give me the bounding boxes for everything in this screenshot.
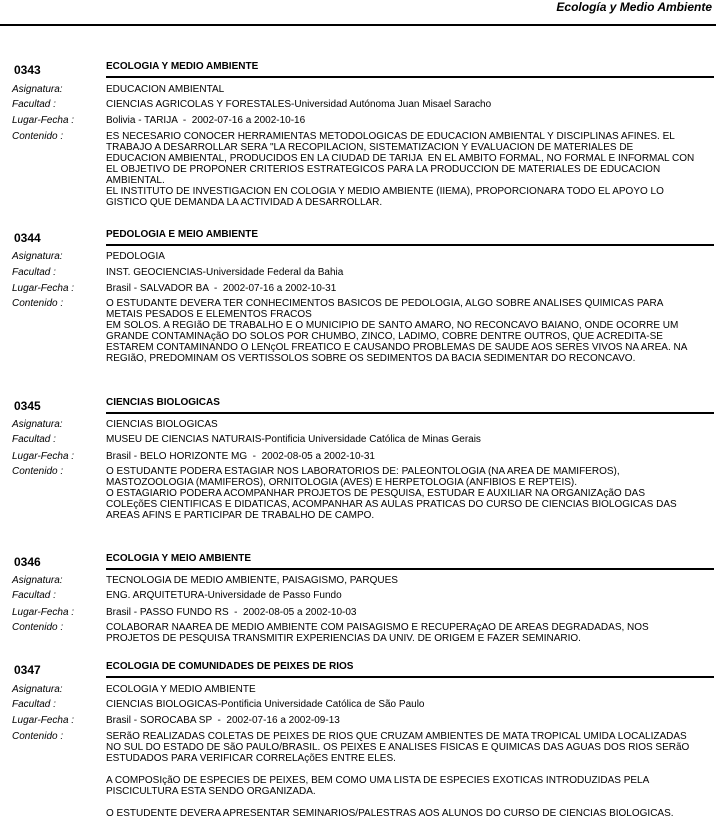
field-label-lugar-fecha: Lugar-Fecha : [12, 715, 75, 726]
page-title: Ecología y Medio Ambiente [556, 0, 712, 14]
field-label-facultad: Facultad : [12, 267, 56, 278]
field-label-asignatura: Asignatura: [12, 251, 63, 262]
field-label-contenido: Contenido : [12, 298, 64, 309]
field-label-asignatura: Asignatura: [12, 419, 63, 430]
record-divider [106, 676, 714, 678]
field-value-asignatura: PEDOLOGIA [106, 251, 165, 262]
field-label-lugar-fecha: Lugar-Fecha : [12, 451, 75, 462]
field-label-contenido: Contenido : [12, 466, 64, 477]
field-label-asignatura: Asignatura: [12, 84, 63, 95]
field-value-contenido: COLABORAR NAAREA DE MEDIO AMBIENTE COM PAISAGISMO E RECUPERAçAO DE AREAS DEGRADADAS, NOS PROJETOS DE PESQUISA TRANSMITIR EXPERIENCIAS DA UNIV. DE ORIGEM E FAZER SEMINARIO. [106, 622, 649, 644]
field-value-lugar-fecha: Brasil - SALVADOR BA - 2002-07-16 a 2002-10-31 [106, 283, 337, 294]
record-id: 0344 [14, 231, 41, 245]
field-value-lugar-fecha: Brasil - BELO HORIZONTE MG - 2002-08-05 a 2002-10-31 [106, 451, 375, 462]
field-value-contenido: ES NECESARIO CONOCER HERRAMIENTAS METODOLOGICAS DE EDUCACION AMBIENTAL Y DISCIPLINAS AFINES. EL TRABAJO A DESARROLLAR SERA "LA RECOPILACION, SISTEMATIZACION Y EVALUACION DE MATERIALES DE EDUCACION AMBIENTAL, PRODUCIDOS EN LA CIUDAD DE TARIJA EN EL AMBITO FORMAL, NO FORMAL E INFORMAL CON EL OBJETIVO DE PROPONER CRITERIOS ESTRATEGICOS PARA LA PRODUCCION DE MATERIALES DE EDUCACION AMBIENTAL. EL INSTITUTO DE INVESTIGACION EN COLOGIA Y MEDIO AMBIENTE (IIEMA), PROPORCIONARA TODO EL APOYO LO GISTICO QUE DEMANDA LA ACTIVIDAD A DESARROLLAR. [106, 131, 695, 208]
field-label-facultad: Facultad : [12, 590, 56, 601]
field-value-contenido: SERãO REALIZADAS COLETAS DE PEIXES DE RIOS QUE CRUZAM AMBIENTES DE MATA TROPICAL UMIDA LOCALIZADAS NO SUL DO ESTADO DE SãO PAULO/BRASIL. OS PEIXES E ANALISES FISICAS E QUIMICAS DAS AGUAS DOS RIOS SERãO ESTUDADOS PARA VERIFICAR CORRELAçõES ENTRE ELES. A COMPOSIçãO DE ESPECIES DE PEIXES, BEM COMO UMA LISTA DE ESPECIES EXOTICAS INTRODUZIDAS PELA PISCICULTURA ESTA SENDO ORGANIZADA. O ESTUDENTE DEVERA APRESENTAR SEMINARIOS/PALESTRAS AOS ALUNOS DO CURSO DE CIENCIAS BIOLOGICAS. [106, 731, 690, 819]
record-id: 0343 [14, 63, 41, 77]
field-value-facultad: ENG. ARQUITETURA-Universidade de Passo Fundo [106, 590, 342, 601]
record-title: ECOLOGIA Y MEIO AMBIENTE [106, 553, 252, 564]
field-value-lugar-fecha: Brasil - SOROCABA SP - 2002-07-16 a 2002-09-13 [106, 715, 340, 726]
field-label-asignatura: Asignatura: [12, 575, 63, 586]
field-value-asignatura: TECNOLOGIA DE MEDIO AMBIENTE, PAISAGISMO, PARQUES [106, 575, 398, 586]
record-title: ECOLOGIA Y MEDIO AMBIENTE [106, 61, 259, 72]
field-value-asignatura: ECOLOGIA Y MEDIO AMBIENTE [106, 684, 256, 695]
record-divider [106, 568, 714, 570]
record-divider [106, 412, 714, 414]
page-header [0, 0, 716, 26]
field-label-contenido: Contenido : [12, 131, 64, 142]
record-title: CIENCIAS BIOLOGICAS [106, 397, 220, 408]
field-label-facultad: Facultad : [12, 434, 56, 445]
field-value-contenido: O ESTUDANTE DEVERA TER CONHECIMENTOS BASICOS DE PEDOLOGIA, ALGO SOBRE ANALISES QUIMICAS PARA METAIS PESADOS E ELEMENTOS FRACOS EM SOLOS. A REGIãO DE TRABALHO E O MUNICIPIO DE SANTO AMARO, NO RECONCAVO BAIANO, ONDE OCORRE UM GRANDE CONTAMINAçãO DO SOLOS POR CHUMBO, ZINCO, LADIMO, COBRE DENTRE OUTROS, QUE ACREDITA-SE ESTAREM CONTAMINANDO O LENçOL FREATICO E CAUSANDO PROBLEMAS DE SAUDE AOS SERES VIVOS NA AREA. NA REGIãO, PREDOMINAM OS VERTISSOLOS SOBRE OS SEDIMENTOS DA BACIA SEDIMENTAR DO RECONCAVO. [106, 298, 688, 364]
field-label-facultad: Facultad : [12, 99, 56, 110]
record-divider [106, 244, 714, 246]
field-value-facultad: MUSEU DE CIENCIAS NATURAIS-Pontificia Universidade Católica de Minas Gerais [106, 434, 481, 445]
record-title: PEDOLOGIA E MEIO AMBIENTE [106, 229, 259, 240]
record-id: 0347 [14, 663, 41, 677]
field-label-asignatura: Asignatura: [12, 684, 63, 695]
field-value-lugar-fecha: Bolivia - TARIJA - 2002-07-16 a 2002-10-16 [106, 115, 306, 126]
field-label-contenido: Contenido : [12, 731, 64, 742]
record-title: ECOLOGIA DE COMUNIDADES DE PEIXES DE RIOS [106, 661, 354, 672]
field-label-lugar-fecha: Lugar-Fecha : [12, 115, 75, 126]
field-value-asignatura: CIENCIAS BIOLOGICAS [106, 419, 218, 430]
field-label-lugar-fecha: Lugar-Fecha : [12, 607, 75, 618]
record-divider [106, 76, 714, 78]
record-id: 0345 [14, 399, 41, 413]
field-value-lugar-fecha: Brasil - PASSO FUNDO RS - 2002-08-05 a 2002-10-03 [106, 607, 357, 618]
field-value-facultad: INST. GEOCIENCIAS-Universidade Federal da Bahia [106, 267, 344, 278]
field-value-asignatura: EDUCACION AMBIENTAL [106, 84, 225, 95]
record-id: 0346 [14, 555, 41, 569]
field-label-contenido: Contenido : [12, 622, 64, 633]
field-label-lugar-fecha: Lugar-Fecha : [12, 283, 75, 294]
field-value-contenido: O ESTUDANTE PODERA ESTAGIAR NOS LABORATORIOS DE: PALEONTOLOGIA (NA AREA DE MAMIFEROS), MASTOZOOLOGIA (MAMIFEROS), ORNITOLOGIA (AVES) E HERPETOLOGIA (ANFIBIOS E REPTEIS). O ESTAGIARIO PODERA ACOMPANHAR PROJETOS DE PESQUISA, ESTUDAR E AUXILIAR NA ORGANIZAçãO DAS COLEçõES CIENTIFICAS E DIDATICAS, ACOMPANHAR AS AULAS PRATICAS DO CURSO DE CIENCIAS BIOLOGICAS DAS AREAS AFINS E PARTICIPAR DE TRABALHO DE CAMPO. [106, 466, 677, 521]
field-value-facultad: CIENCIAS BIOLOGICAS-Pontificia Universidade Católica de São Paulo [106, 699, 425, 710]
field-value-facultad: CIENCIAS AGRICOLAS Y FORESTALES-Universidad Autónoma Juan Misael Saracho [106, 99, 492, 110]
field-label-facultad: Facultad : [12, 699, 56, 710]
